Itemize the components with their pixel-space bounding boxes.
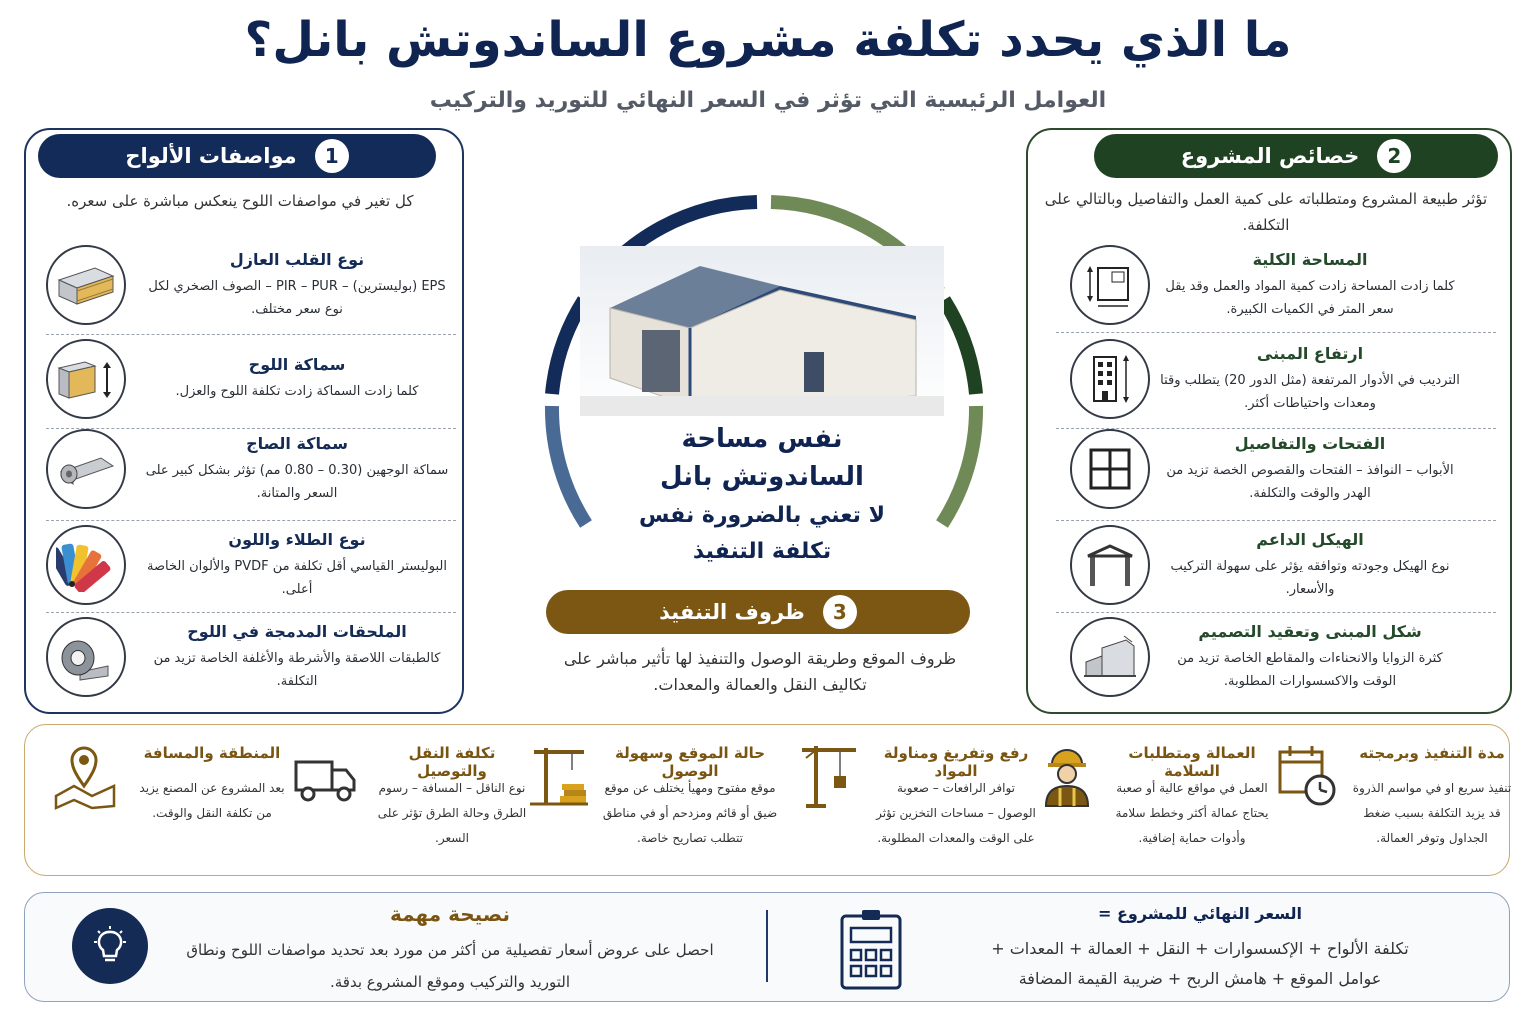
building-shape-icon	[1070, 617, 1150, 697]
tape-roll-icon	[46, 617, 126, 697]
item-desc: كلما زادت السماكة زادت تكلفة اللوح والعزل.	[175, 384, 419, 399]
price-formula-line-2: عوامل الموقع + هامش الربح + ضريبة القيمة المضافة	[1018, 969, 1382, 988]
map-pin-icon	[52, 740, 122, 810]
exec-title: رفع وتفريغ ومناولة المواد	[883, 744, 1029, 780]
item-desc: البوليستر القياسي أقل تكلفة من PVDF والألوان الخاصة أعلى.	[147, 558, 447, 597]
truck-icon	[292, 740, 362, 810]
spec-item-sheet	[46, 424, 456, 514]
item-title: ارتفاع المبنى	[1256, 343, 1364, 363]
center-line-3: لا تعني بالضرورة نفس	[639, 503, 885, 528]
steel-frame-icon	[1070, 525, 1150, 605]
item-title: الهيكل الداعم	[1256, 529, 1364, 549]
spec-item-core	[46, 240, 456, 330]
project-item-shape	[1056, 612, 1496, 702]
exec-title: العمالة ومتطلبات السلامة	[1128, 744, 1256, 780]
tip-body: احصل على عروض أسعار تفصيلية من أكثر من مورد بعد تحديد مواصفات اللوح ونطاق التوريد والتركيب وموقع المشروع بدقة.	[186, 941, 714, 991]
item-title: المساحة الكلية	[1252, 249, 1368, 269]
project-section-header	[1094, 134, 1498, 178]
item-desc: كثرة الزوايا والانحناءات والمقاطع الخاصة تزيد من الوقت والاكسسوارات المطلوبة.	[1177, 650, 1443, 689]
section-title: ظروف التنفيذ	[659, 600, 805, 624]
item-desc: نوع الهيكل وجودته وتوافقه يؤثر على سهولة التركيب والأسعار.	[1170, 558, 1450, 597]
item-title: شكل المبنى وتعقيد التصميم	[1198, 621, 1422, 641]
center-message	[600, 420, 924, 568]
exec-item-site	[540, 736, 780, 866]
section-title: مواصفات الألواح	[125, 144, 297, 168]
center-line-4: تكلفة التنفيذ	[692, 539, 832, 564]
item-desc: الترديب في الأدوار المرتفعة (مثل الدور 20) يتطلب وقتا ومعدات واحتياطات أكثر.	[1160, 372, 1460, 411]
panel-core-icon	[46, 245, 126, 325]
center-line-1: نفس مساحة	[681, 424, 843, 454]
project-item-openings	[1056, 424, 1496, 514]
item-title: نوع القلب العازل	[229, 249, 365, 269]
color-swatch-icon	[46, 525, 126, 605]
execution-intro: ظروف الموقع وطريقة الوصول والتنفيذ لها تأثير مباشر على تكاليف النقل والعمالة والمعدات.	[563, 649, 957, 694]
exec-title: المنطقة والمسافة	[143, 744, 281, 762]
exec-desc: بعد المشروع عن المصنع يزيد من تكلفة النقل والوقت.	[139, 781, 285, 820]
spec-item-coating	[46, 520, 456, 610]
worker-icon	[1032, 740, 1102, 810]
warehouse-image	[580, 246, 944, 416]
item-title: الفتحات والتفاصيل	[1234, 433, 1386, 453]
section-number: 1	[315, 139, 349, 173]
item-desc: كلما زادت المساحة زادت كمية المواد والعمل وقد يقل سعر المتر في الكميات الكبيرة.	[1165, 278, 1455, 317]
exec-title: مدة التنفيذ وبرمجته	[1359, 744, 1505, 762]
exec-desc: نوع الناقل – المسافة – رسوم الطرق وحالة الطرق تؤثر على السعر.	[377, 781, 527, 845]
steel-sheet-icon	[46, 429, 126, 509]
item-title: سماكة اللوح	[248, 355, 346, 374]
price-formula-title: السعر النهائي للمشروع =	[1097, 904, 1303, 923]
item-desc: كالطبقات اللاصقة والأشرطة والأغلفة الخاصة تزيد من التكلفة.	[153, 650, 441, 689]
item-title: نوع الطلاء واللون	[228, 529, 366, 549]
specs-section-header	[38, 134, 436, 178]
tip-title: نصيحة مهمة	[389, 902, 510, 926]
exec-item-region	[52, 736, 292, 866]
exec-item-labor	[1032, 736, 1272, 866]
item-title: سماكة الصاج	[246, 433, 348, 453]
exec-item-handling	[796, 736, 1036, 866]
section-number: 2	[1377, 139, 1411, 173]
item-title: الملحقات المدمجة في اللوح	[187, 621, 407, 641]
item-desc: EPS (بوليسترين) – PIR – PUR – الصوف الصخري لكل نوع سعر مختلف.	[148, 278, 446, 317]
price-formula	[930, 934, 1470, 994]
building-height-icon	[1070, 339, 1150, 419]
page-subtitle: العوامل الرئيسية التي تؤثر في السعر النهائي للتوريد والتركيب	[429, 88, 1107, 113]
page-title: ما الذي يحدد تكلفة مشروع الساندوتش بانل؟	[244, 12, 1292, 68]
spec-item-accessories	[46, 612, 456, 702]
item-desc: سماكة الوجهين (0.30 – 0.80 مم) تؤثر بشكل كبير على السعر والمتانة.	[145, 462, 449, 501]
project-item-height	[1056, 334, 1496, 424]
exec-desc: موقع مفتوح ومهيأ يختلف عن موقع ضيق أو قائم ومزدحم أو في مناطق تتطلب تصاريح خاصة.	[602, 781, 778, 845]
project-intro: تؤثر طبيعة المشروع ومتطلباته على كمية العمل والتفاصيل وبالتالي على التكلفة.	[1044, 190, 1488, 234]
spec-item-thickness	[46, 334, 456, 424]
footer-divider	[766, 910, 768, 982]
site-crane-icon	[524, 740, 594, 810]
project-item-area	[1056, 240, 1496, 330]
calculator-icon	[838, 908, 904, 992]
section-number: 3	[823, 595, 857, 629]
panel-thickness-icon	[46, 339, 126, 419]
section-title: خصائص المشروع	[1180, 144, 1360, 168]
exec-desc: العمل في مواقع عالية أو صعبة يحتاج عمالة أكثر وخطط سلامة وأدوات حماية إضافية.	[1115, 781, 1269, 845]
exec-title: حالة الموقع وسهولة الوصول	[614, 744, 766, 780]
center-line-2: الساندوتش بانل	[660, 462, 864, 492]
exec-item-duration	[1272, 736, 1512, 866]
item-desc: الأبواب – النوافذ – الفتحات والقصوص الخصة تزيد من الهدر والوقت والتكلفة.	[1166, 462, 1454, 501]
exec-item-transport	[292, 736, 532, 866]
item-divider	[1056, 332, 1496, 333]
crane-icon	[796, 740, 866, 810]
area-icon	[1070, 245, 1150, 325]
exec-title: تكلفة النقل والتوصيل	[408, 744, 496, 780]
price-formula-line-1: تكلفة الألواح + الإكسسوارات + النقل + العمالة + المعدات +	[991, 939, 1409, 958]
exec-desc: تنفيذ سريع او في مواسم الذروة قد يزيد التكلفة بسبب ضغط الجداول وتوفر العمالة.	[1352, 781, 1512, 845]
calendar-clock-icon	[1272, 740, 1342, 810]
window-icon	[1070, 429, 1150, 509]
execution-section-header	[546, 590, 970, 634]
project-item-structure	[1056, 520, 1496, 610]
specs-intro: كل تغير في مواصفات اللوح ينعكس مباشرة على سعره.	[66, 192, 414, 210]
exec-desc: توافر الرافعات – صعوبة الوصول – مساحات التخزين تؤثر على الوقت والمعدات المطلوبة.	[876, 781, 1036, 845]
lightbulb-icon	[72, 908, 148, 984]
